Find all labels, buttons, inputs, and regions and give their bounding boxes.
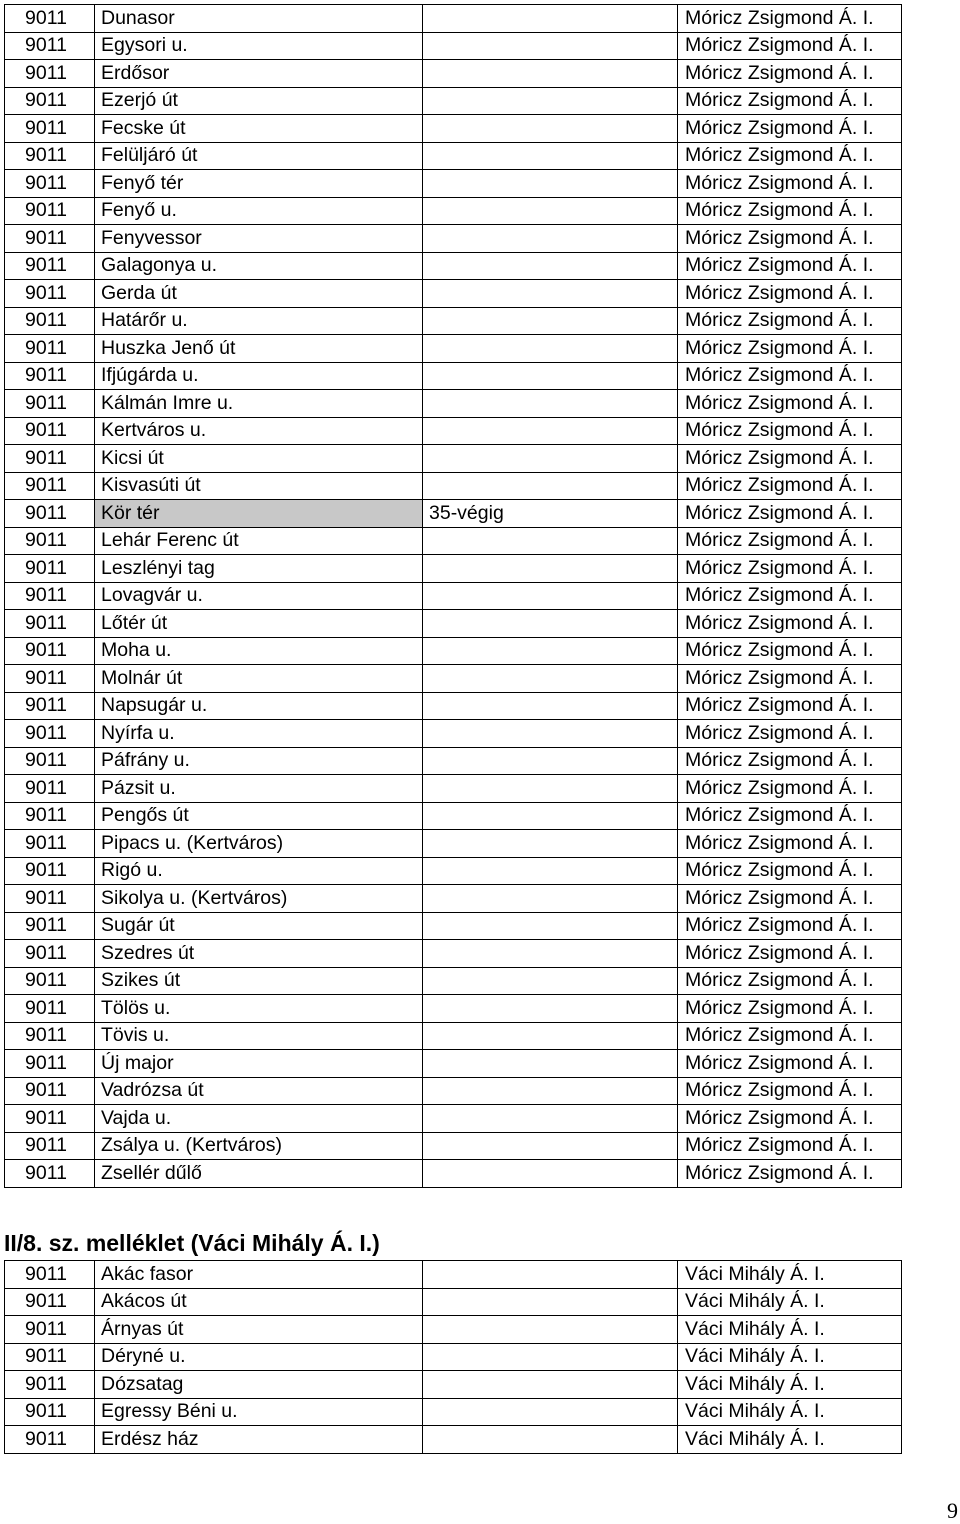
house-number-range-cell [423, 60, 678, 88]
school-cell: Váci Mihály Á. I. [678, 1316, 902, 1344]
school-cell: Móricz Zsigmond Á. I. [678, 720, 902, 748]
school-cell: Móricz Zsigmond Á. I. [678, 885, 902, 913]
school-cell: Móricz Zsigmond Á. I. [678, 665, 902, 693]
zip-cell: 9011 [5, 857, 95, 885]
table-row [5, 1343, 902, 1371]
school-cell: Móricz Zsigmond Á. I. [678, 335, 902, 363]
zip-cell: 9011 [5, 115, 95, 143]
school-cell: Móricz Zsigmond Á. I. [678, 747, 902, 775]
street-cell: Határőr u. [95, 307, 423, 335]
zip-cell: 9011 [5, 1105, 95, 1133]
house-number-range-cell [423, 472, 678, 500]
zip-cell: 9011 [5, 197, 95, 225]
house-number-range-cell [423, 885, 678, 913]
school-cell: Móricz Zsigmond Á. I. [678, 307, 902, 335]
house-number-range-cell [423, 940, 678, 968]
school-cell: Móricz Zsigmond Á. I. [678, 1022, 902, 1050]
street-cell: Lehár Ferenc út [95, 527, 423, 555]
house-number-range-cell: 35-végig [423, 500, 678, 528]
zip-cell: 9011 [5, 1316, 95, 1344]
street-cell: Huszka Jenő út [95, 335, 423, 363]
street-cell: Tölös u. [95, 995, 423, 1023]
table-row [5, 610, 902, 638]
school-cell: Móricz Zsigmond Á. I. [678, 830, 902, 858]
house-number-range-cell [423, 802, 678, 830]
house-number-range-cell [423, 445, 678, 473]
zip-cell: 9011 [5, 60, 95, 88]
zip-cell: 9011 [5, 1426, 95, 1454]
zip-cell: 9011 [5, 637, 95, 665]
address-table-body [5, 5, 902, 1188]
table-row [5, 720, 902, 748]
school-cell: Móricz Zsigmond Á. I. [678, 252, 902, 280]
zip-cell: 9011 [5, 665, 95, 693]
street-cell: Pengős út [95, 802, 423, 830]
table-row [5, 390, 902, 418]
table-row [5, 1132, 902, 1160]
table-row [5, 115, 902, 143]
house-number-range-cell [423, 665, 678, 693]
street-cell: Vajda u. [95, 1105, 423, 1133]
street-cell: Erdész ház [95, 1426, 423, 1454]
street-cell: Moha u. [95, 637, 423, 665]
zip-cell: 9011 [5, 5, 95, 33]
street-cell: Dózsatag [95, 1371, 423, 1399]
street-cell: Kör tér [95, 500, 423, 528]
house-number-range-cell [423, 610, 678, 638]
zip-cell: 9011 [5, 802, 95, 830]
street-cell: Gerda út [95, 280, 423, 308]
house-number-range-cell [423, 1288, 678, 1316]
school-cell: Móricz Zsigmond Á. I. [678, 445, 902, 473]
street-cell: Fecske út [95, 115, 423, 143]
school-cell: Móricz Zsigmond Á. I. [678, 637, 902, 665]
school-cell: Móricz Zsigmond Á. I. [678, 280, 902, 308]
zip-cell: 9011 [5, 362, 95, 390]
street-cell: Fenyő u. [95, 197, 423, 225]
street-cell: Tövis u. [95, 1022, 423, 1050]
street-cell: Sikolya u. (Kertváros) [95, 885, 423, 913]
zip-cell: 9011 [5, 225, 95, 253]
zip-cell: 9011 [5, 1077, 95, 1105]
house-number-range-cell [423, 170, 678, 198]
table-row [5, 1105, 902, 1133]
zip-cell: 9011 [5, 995, 95, 1023]
school-cell: Móricz Zsigmond Á. I. [678, 87, 902, 115]
street-cell: Zsálya u. (Kertváros) [95, 1132, 423, 1160]
school-cell: Váci Mihály Á. I. [678, 1288, 902, 1316]
house-number-range-cell [423, 775, 678, 803]
zip-cell: 9011 [5, 280, 95, 308]
zip-cell: 9011 [5, 170, 95, 198]
table-row [5, 362, 902, 390]
zip-cell: 9011 [5, 1050, 95, 1078]
table-row [5, 307, 902, 335]
zip-cell: 9011 [5, 500, 95, 528]
street-cell: Kicsi út [95, 445, 423, 473]
school-cell: Móricz Zsigmond Á. I. [678, 940, 902, 968]
house-number-range-cell [423, 390, 678, 418]
street-cell: Dunasor [95, 5, 423, 33]
street-cell: Nyírfa u. [95, 720, 423, 748]
table-row [5, 280, 902, 308]
table-row [5, 1398, 902, 1426]
zip-cell: 9011 [5, 390, 95, 418]
zip-cell: 9011 [5, 692, 95, 720]
house-number-range-cell [423, 857, 678, 885]
street-cell: Egysori u. [95, 32, 423, 60]
zip-cell: 9011 [5, 417, 95, 445]
table-row [5, 995, 902, 1023]
zip-cell: 9011 [5, 1343, 95, 1371]
street-cell: Kálmán Imre u. [95, 390, 423, 418]
school-cell: Móricz Zsigmond Á. I. [678, 225, 902, 253]
page-number: 9 [947, 1498, 958, 1523]
house-number-range-cell [423, 692, 678, 720]
street-cell: Ezerjó út [95, 87, 423, 115]
school-cell: Móricz Zsigmond Á. I. [678, 610, 902, 638]
table-row [5, 1022, 902, 1050]
zip-cell: 9011 [5, 885, 95, 913]
house-number-range-cell [423, 1371, 678, 1399]
zip-cell: 9011 [5, 1022, 95, 1050]
school-cell: Móricz Zsigmond Á. I. [678, 390, 902, 418]
table-row [5, 885, 902, 913]
table-row [5, 472, 902, 500]
table-row [5, 830, 902, 858]
house-number-range-cell [423, 747, 678, 775]
street-cell: Kisvasúti út [95, 472, 423, 500]
zip-cell: 9011 [5, 252, 95, 280]
house-number-range-cell [423, 362, 678, 390]
school-cell: Váci Mihály Á. I. [678, 1371, 902, 1399]
house-number-range-cell [423, 252, 678, 280]
street-cell: Felüljáró út [95, 142, 423, 170]
school-cell: Váci Mihály Á. I. [678, 1426, 902, 1454]
street-cell: Molnár út [95, 665, 423, 693]
address-table-body [5, 1261, 902, 1454]
school-cell: Váci Mihály Á. I. [678, 1343, 902, 1371]
school-cell: Váci Mihály Á. I. [678, 1398, 902, 1426]
zip-cell: 9011 [5, 720, 95, 748]
house-number-range-cell [423, 1050, 678, 1078]
table-row [5, 582, 902, 610]
school-cell: Móricz Zsigmond Á. I. [678, 1077, 902, 1105]
house-number-range-cell [423, 555, 678, 583]
street-cell: Szedres út [95, 940, 423, 968]
house-number-range-cell [423, 1398, 678, 1426]
school-cell: Móricz Zsigmond Á. I. [678, 802, 902, 830]
house-number-range-cell [423, 1132, 678, 1160]
zip-cell: 9011 [5, 1261, 95, 1289]
house-number-range-cell [423, 1261, 678, 1289]
table-row [5, 170, 902, 198]
zip-cell: 9011 [5, 747, 95, 775]
house-number-range-cell [423, 225, 678, 253]
street-cell: Galagonya u. [95, 252, 423, 280]
street-cell: Leszlényi tag [95, 555, 423, 583]
table-row [5, 1261, 902, 1289]
house-number-range-cell [423, 280, 678, 308]
zip-cell: 9011 [5, 1160, 95, 1188]
table-row [5, 555, 902, 583]
table-row [5, 912, 902, 940]
house-number-range-cell [423, 1022, 678, 1050]
zip-cell: 9011 [5, 32, 95, 60]
street-cell: Vadrózsa út [95, 1077, 423, 1105]
street-cell: Akác fasor [95, 1261, 423, 1289]
street-cell: Pázsit u. [95, 775, 423, 803]
street-cell: Akácos út [95, 1288, 423, 1316]
school-cell: Móricz Zsigmond Á. I. [678, 115, 902, 143]
zip-cell: 9011 [5, 335, 95, 363]
zip-cell: 9011 [5, 555, 95, 583]
school-cell: Móricz Zsigmond Á. I. [678, 362, 902, 390]
street-cell: Pipacs u. (Kertváros) [95, 830, 423, 858]
table-row [5, 142, 902, 170]
house-number-range-cell [423, 1160, 678, 1188]
school-cell: Móricz Zsigmond Á. I. [678, 1050, 902, 1078]
street-cell: Kertváros u. [95, 417, 423, 445]
school-cell: Móricz Zsigmond Á. I. [678, 995, 902, 1023]
house-number-range-cell [423, 912, 678, 940]
house-number-range-cell [423, 527, 678, 555]
table-row [5, 802, 902, 830]
street-cell: Páfrány u. [95, 747, 423, 775]
house-number-range-cell [423, 1077, 678, 1105]
school-cell: Móricz Zsigmond Á. I. [678, 1105, 902, 1133]
house-number-range-cell [423, 335, 678, 363]
table-row [5, 445, 902, 473]
table-row [5, 5, 902, 33]
zip-cell: 9011 [5, 912, 95, 940]
street-cell: Napsugár u. [95, 692, 423, 720]
house-number-range-cell [423, 830, 678, 858]
school-cell: Móricz Zsigmond Á. I. [678, 142, 902, 170]
table-row [5, 967, 902, 995]
house-number-range-cell [423, 32, 678, 60]
house-number-range-cell [423, 417, 678, 445]
table-row [5, 527, 902, 555]
zip-cell: 9011 [5, 967, 95, 995]
house-number-range-cell [423, 197, 678, 225]
school-cell: Móricz Zsigmond Á. I. [678, 472, 902, 500]
table-row [5, 665, 902, 693]
house-number-range-cell [423, 1105, 678, 1133]
zip-cell: 9011 [5, 445, 95, 473]
table-row [5, 87, 902, 115]
school-cell: Móricz Zsigmond Á. I. [678, 1160, 902, 1188]
zip-cell: 9011 [5, 1132, 95, 1160]
table-row [5, 1371, 902, 1399]
table-row [5, 1077, 902, 1105]
school-cell: Móricz Zsigmond Á. I. [678, 555, 902, 583]
table-row [5, 1316, 902, 1344]
address-table-moricz [4, 4, 902, 1188]
school-cell: Móricz Zsigmond Á. I. [678, 967, 902, 995]
school-cell: Móricz Zsigmond Á. I. [678, 692, 902, 720]
street-cell: Fenyő tér [95, 170, 423, 198]
zip-cell: 9011 [5, 87, 95, 115]
table-row [5, 417, 902, 445]
school-cell: Móricz Zsigmond Á. I. [678, 1132, 902, 1160]
school-cell: Móricz Zsigmond Á. I. [678, 197, 902, 225]
school-cell: Móricz Zsigmond Á. I. [678, 5, 902, 33]
house-number-range-cell [423, 87, 678, 115]
table-row [5, 692, 902, 720]
table-row [5, 1050, 902, 1078]
table-row [5, 775, 902, 803]
house-number-range-cell [423, 142, 678, 170]
house-number-range-cell [423, 115, 678, 143]
zip-cell: 9011 [5, 527, 95, 555]
school-cell: Móricz Zsigmond Á. I. [678, 527, 902, 555]
school-cell: Móricz Zsigmond Á. I. [678, 857, 902, 885]
house-number-range-cell [423, 1316, 678, 1344]
street-cell: Fenyvessor [95, 225, 423, 253]
school-cell: Móricz Zsigmond Á. I. [678, 912, 902, 940]
zip-cell: 9011 [5, 1288, 95, 1316]
table-row [5, 225, 902, 253]
street-cell: Egressy Béni u. [95, 1398, 423, 1426]
street-cell: Lőtér út [95, 610, 423, 638]
zip-cell: 9011 [5, 1371, 95, 1399]
school-cell: Móricz Zsigmond Á. I. [678, 170, 902, 198]
zip-cell: 9011 [5, 940, 95, 968]
zip-cell: 9011 [5, 307, 95, 335]
zip-cell: 9011 [5, 775, 95, 803]
house-number-range-cell [423, 5, 678, 33]
street-cell: Szikes út [95, 967, 423, 995]
school-cell: Móricz Zsigmond Á. I. [678, 417, 902, 445]
school-cell: Móricz Zsigmond Á. I. [678, 500, 902, 528]
table-row [5, 335, 902, 363]
zip-cell: 9011 [5, 472, 95, 500]
table-row [5, 1426, 902, 1454]
table-row [5, 1160, 902, 1188]
street-cell: Új major [95, 1050, 423, 1078]
table-row [5, 500, 902, 528]
house-number-range-cell [423, 967, 678, 995]
house-number-range-cell [423, 1426, 678, 1454]
street-cell: Ifjúgárda u. [95, 362, 423, 390]
table-row [5, 637, 902, 665]
street-cell: Árnyas út [95, 1316, 423, 1344]
street-cell: Lovagvár u. [95, 582, 423, 610]
table-row [5, 252, 902, 280]
school-cell: Móricz Zsigmond Á. I. [678, 60, 902, 88]
table-row [5, 857, 902, 885]
table-row [5, 197, 902, 225]
house-number-range-cell [423, 637, 678, 665]
school-cell: Váci Mihály Á. I. [678, 1261, 902, 1289]
house-number-range-cell [423, 720, 678, 748]
table-row [5, 1288, 902, 1316]
street-cell: Sugár út [95, 912, 423, 940]
school-cell: Móricz Zsigmond Á. I. [678, 775, 902, 803]
zip-cell: 9011 [5, 610, 95, 638]
house-number-range-cell [423, 995, 678, 1023]
school-cell: Móricz Zsigmond Á. I. [678, 582, 902, 610]
zip-cell: 9011 [5, 582, 95, 610]
school-cell: Móricz Zsigmond Á. I. [678, 32, 902, 60]
house-number-range-cell [423, 582, 678, 610]
table-row [5, 747, 902, 775]
table-row [5, 32, 902, 60]
table-row [5, 60, 902, 88]
address-table-vaci [4, 1260, 902, 1454]
section-heading: II/8. sz. melléklet (Váci Mihály Á. I.) [4, 1230, 380, 1256]
house-number-range-cell [423, 1343, 678, 1371]
house-number-range-cell [423, 307, 678, 335]
street-cell: Déryné u. [95, 1343, 423, 1371]
zip-cell: 9011 [5, 142, 95, 170]
zip-cell: 9011 [5, 1398, 95, 1426]
table-row [5, 940, 902, 968]
street-cell: Erdősor [95, 60, 423, 88]
zip-cell: 9011 [5, 830, 95, 858]
street-cell: Zsellér dűlő [95, 1160, 423, 1188]
street-cell: Rigó u. [95, 857, 423, 885]
